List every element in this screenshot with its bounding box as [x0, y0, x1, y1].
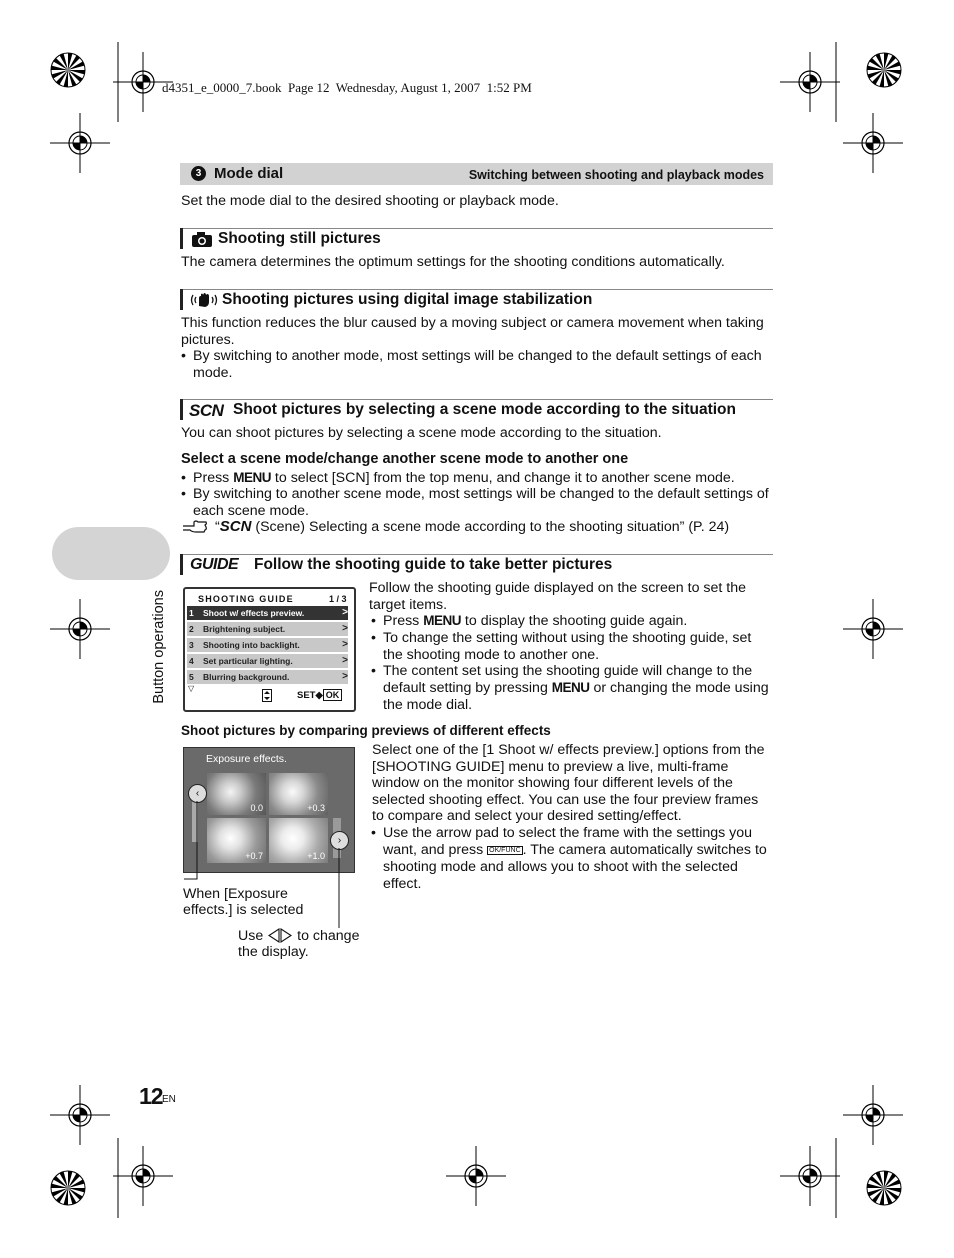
caption-1-line-2: effects.] is selected [183, 902, 304, 918]
stab-body-line-1: This function reduces the blur caused by a moving subject or camera movement when taking [181, 315, 764, 331]
guide-bullet-3: • The content set using the shooting guide will change to the default setting by pressing MENU or changing the mode using the mode dial. [371, 663, 769, 713]
compare-para-line-1: Select one of the [1 Shoot w/ effects preview.] options from the [372, 742, 765, 758]
guide-screen-page: 1 / 3 [329, 594, 347, 604]
caption-2-pre: Use [238, 928, 264, 944]
guide-b3-line-2-pre: default setting by pressing [383, 680, 548, 696]
scn-bullet-1-post: to select [SCN] from the top menu, and change it to another scene mode. [274, 470, 735, 486]
guide-item-label: Brightening subject. [203, 624, 286, 634]
section-intro: Set the mode dial to the desired shooting or playback mode. [181, 193, 559, 209]
chevron-right-icon: > [342, 607, 348, 618]
section-number-badge: 3 [191, 166, 206, 181]
guide-body-line-1: Follow the shooting guide displayed on the screen to set the [369, 580, 747, 596]
set-text: SET [297, 690, 316, 701]
guide-b1-pre: Press [383, 613, 420, 629]
chevron-right-icon: > [342, 655, 348, 666]
scroll-down-icon: ▽ [188, 684, 195, 693]
section-title: Mode dial [214, 165, 284, 182]
chevron-right-icon: > [342, 639, 348, 650]
caption-1-line-1: When [Exposure [183, 886, 288, 902]
scn-bullet-2-line-2: each scene mode. [193, 503, 309, 519]
guide-b2-line-2: the shooting mode to another one. [383, 647, 600, 663]
scroll-right-button[interactable]: › [330, 831, 349, 850]
preview-value: 0.0 [250, 803, 263, 813]
stab-bullet-line-2: mode. [193, 365, 233, 381]
scn-icon: SCN [189, 401, 224, 420]
guide-body-line-2: target items. [369, 597, 448, 613]
guide-screen-title: SHOOTING GUIDE [198, 594, 294, 604]
caption-2-post: to change [297, 928, 360, 944]
file-header: d4351_e_0000_7.book Page 12 Wednesday, August 1, 2007 1:52 PM [162, 80, 532, 95]
left-right-arrow-icon [267, 928, 293, 943]
still-body: The camera determines the optimum settings for the shooting conditions automatically. [181, 254, 725, 270]
caption-2-line-1 [238, 928, 359, 945]
guide-b2-line-1: To change the setting without using the shooting guide, set [383, 630, 752, 646]
scn-bullet-2-line-1: By switching to another scene mode, most settings will be changed to the default settings of [193, 486, 769, 502]
side-tab [52, 527, 170, 580]
menu-button-label: MENU [551, 680, 590, 695]
guide-b3-line-1: The content set using the shooting guide will change to the [383, 663, 753, 679]
guide-title: Follow the shooting guide to take better pictures [254, 556, 613, 573]
stab-body-line-2: pictures. [181, 332, 235, 348]
preview-value: +0.7 [245, 851, 263, 861]
ok-button-glyph: OK [323, 689, 343, 701]
compare-heading: Shoot pictures by comparing previews of different effects [181, 723, 551, 738]
ok-func-button-glyph: OK/FUNC [489, 847, 521, 854]
exposure-screen-title: Exposure effects. [206, 753, 287, 765]
compare-b1-line-2-post: . The camera automatically switches to [522, 842, 767, 858]
scn-bullet-2: • By switching to another scene mode, most settings will be changed to the default settings of each scene mode. [181, 486, 769, 519]
guide-icon: GUIDE [190, 556, 239, 573]
compare-para-line-2: [SHOOTING GUIDE] menu to preview a live, multi-frame [372, 759, 729, 775]
scroll-left-button[interactable]: ‹ [188, 784, 207, 803]
stab-bullet: • By switching to another mode, most settings will be changed to the default settings of each mode. [181, 348, 762, 381]
compare-para-line-4: selected shooting effect. You can use the four preview frames [372, 792, 759, 808]
scn-bullet-1: • Press MENU to select [SCN] from the top menu, and change it to another scene mode. [181, 470, 735, 486]
caption-2-line-2: the display. [238, 944, 309, 960]
still-title: Shooting still pictures [218, 230, 381, 247]
chevron-right-icon: > [342, 671, 348, 682]
guide-item-num: 5 [189, 672, 194, 682]
guide-b1-post: to display the shooting guide again. [464, 613, 688, 629]
page-lang: EN [162, 1094, 176, 1105]
dot-icon: ◆ [315, 690, 323, 701]
menu-button-label: MENU [423, 613, 461, 628]
compare-para-line-5: to compare and select your desired setting/effect. [372, 808, 682, 824]
compare-b1-line-3: shooting mode and allows you to shoot with the selected [383, 859, 738, 875]
preview-value: +1.0 [307, 851, 325, 861]
compare-b1-line-1: Use the arrow pad to select the frame with the settings you [383, 825, 753, 841]
scn-title: Shoot pictures by selecting a scene mode according to the situation [233, 401, 736, 418]
preview-value: +0.3 [307, 803, 325, 813]
guide-item-num: 2 [189, 624, 194, 634]
stab-bullet-line-1: By switching to another mode, most settings will be changed to the default settings of each [193, 348, 762, 364]
guide-item-label: Shoot w/ effects preview. [203, 608, 305, 618]
scn-bullet-1-pre: Press [193, 470, 230, 486]
compare-b1-line-4: effect. [383, 876, 422, 892]
scn-sub-heading: Select a scene mode/change another scene mode to another one [181, 451, 629, 467]
compare-b1-line-2-pre: want, and press [383, 842, 484, 858]
section-subtitle: Switching between shooting and playback modes [468, 168, 764, 182]
menu-button-label: MENU [233, 470, 271, 485]
scn-body: You can shoot pictures by selecting a scene mode according to the situation. [181, 425, 662, 441]
compare-para-line-3: window on the monitor showing four different levels of the [372, 775, 733, 791]
guide-b3-line-3: the mode dial. [383, 697, 473, 713]
guide-b3-line-2-post: or changing the mode using [593, 680, 769, 696]
stab-title: Shooting pictures using digital image stabilization [222, 291, 593, 308]
ref-text: (Scene) Selecting a scene mode according to the shooting situation” (P. 24) [255, 519, 730, 535]
guide-item-num: 1 [189, 608, 194, 618]
side-tab-text: Button operations [151, 590, 167, 704]
page-number: 12 [139, 1083, 163, 1109]
guide-item-num: 4 [189, 656, 194, 666]
guide-bullet-2: • To change the setting without using the shooting guide, set the shooting mode to another one. [371, 630, 752, 663]
ref-open-quote: “ [215, 519, 220, 535]
scn-icon-inline: SCN [219, 518, 252, 535]
chevron-right-icon: > [342, 623, 348, 634]
guide-bullet-1: • Press MENU to display the shooting guide again. [371, 613, 688, 629]
guide-item-label: Shooting into backlight. [203, 640, 300, 650]
guide-item-label: Blurring background. [203, 672, 290, 682]
guide-item-num: 3 [189, 640, 194, 650]
compare-bullet: • Use the arrow pad to select the frame with the settings you want, and press OK/FUNC . The camera automatically switches to shooting mode and allows you to shoot with the selected effect. [371, 825, 767, 892]
guide-item-label: Set particular lighting. [203, 656, 293, 666]
